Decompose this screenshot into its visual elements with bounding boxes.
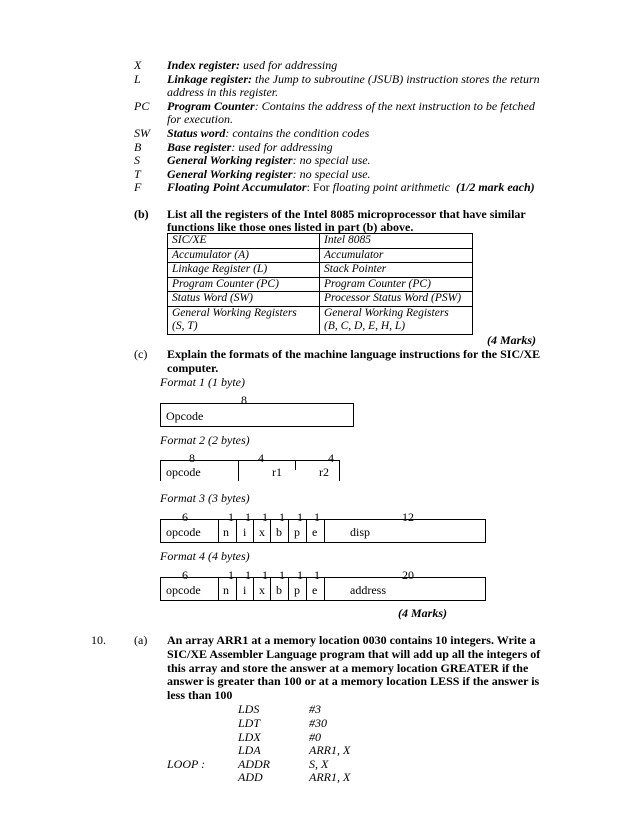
part-c-question-cont: computer.: [167, 361, 219, 375]
register-entry: [167, 180, 450, 194]
question-number: 10.: [91, 633, 106, 647]
format1-bits: 8: [241, 393, 247, 407]
format4-divider: [270, 577, 271, 601]
format2-field-opcode: opcode: [166, 465, 201, 479]
table-row: [168, 234, 473, 249]
table-row: [168, 306, 473, 334]
format4-flag-p: p: [294, 583, 300, 597]
part-c-label: (c): [134, 347, 148, 361]
table-cell: Program Counter (PC): [320, 277, 473, 292]
table-row: [168, 277, 473, 292]
register-symbol: T: [134, 167, 141, 181]
format4-bits-p: 1: [297, 568, 303, 582]
format3-bits-x: 1: [262, 510, 268, 524]
format2-field-r1: r1: [272, 465, 282, 479]
register-name: General Working register: [167, 167, 293, 181]
q10-text-line: An array ARR1 at a memory location 0030 contains 10 integers. Write a: [167, 633, 536, 647]
format4-bits-address: 20: [402, 568, 414, 582]
format2-title: Format 2 (2 bytes): [160, 433, 250, 447]
format3-bits-opcode: 6: [182, 510, 188, 524]
part-b-marks: (4 Marks): [487, 333, 537, 347]
register-comparison-table: [167, 233, 473, 335]
register-entry: [167, 58, 337, 72]
table-cell: Linkage Register (L): [168, 263, 320, 278]
q10-text-line: SIC/XE Assembler Language program that will add up all the integers of: [167, 647, 541, 661]
format3-box: [160, 519, 486, 543]
register-symbol: L: [134, 72, 141, 86]
format4-flag-e: e: [312, 583, 318, 597]
register-symbol: F: [134, 180, 142, 194]
code-arg: #0: [309, 730, 321, 744]
table-cell: Processor Status Word (PSW): [320, 292, 473, 307]
format3-flag-e: e: [312, 525, 318, 539]
format4-bits-x: 1: [262, 568, 268, 582]
format4-title: Format 4 (4 bytes): [160, 549, 250, 563]
part-b-question: List all the registers of the Intel 8085 microprocessor that have similar: [167, 207, 526, 221]
format2-divider: [238, 460, 239, 481]
register-name: Status word: [167, 126, 226, 140]
format4-divider: [236, 577, 237, 601]
format3-title: Format 3 (3 bytes): [160, 491, 250, 505]
format3-field-opcode: opcode: [166, 525, 201, 539]
format2-bits-r2: 4: [328, 451, 334, 465]
register-entry: [167, 167, 371, 181]
table-cell: Intel 8085: [320, 234, 473, 249]
code-op: LDS: [238, 702, 260, 716]
register-desc: : used for addressing: [231, 140, 333, 154]
format1-field-opcode: Opcode: [166, 409, 204, 423]
format3-flag-p: p: [294, 525, 300, 539]
marks-half-each: (1/2 mark each): [456, 180, 535, 194]
format2-bits-r1: 4: [258, 451, 264, 465]
table-cell-line: General Working Registers: [172, 306, 297, 319]
format2-divider: [295, 460, 296, 470]
format3-field-disp: disp: [350, 525, 371, 539]
table-cell-line: (B, C, D, E, H, L): [324, 320, 406, 332]
format3-bits-i: 1: [245, 510, 251, 524]
part-b-question-cont: functions like those ones listed in part (b) above.: [167, 220, 414, 234]
format4-flag-n: n: [223, 583, 229, 597]
register-desc: the Jump to subroutine (JSUB) instruction stores the return: [252, 72, 540, 86]
register-desc-cont: address in this register.: [167, 85, 279, 99]
code-arg: ARR1, X: [309, 770, 351, 784]
register-desc: used for addressing: [240, 58, 338, 72]
code-arg: #3: [309, 702, 321, 716]
register-desc-cont: for execution.: [167, 112, 233, 126]
format3-flag-b: b: [276, 525, 282, 539]
register-entry: [167, 72, 540, 86]
format3-flag-i: i: [243, 525, 247, 539]
code-op: LDX: [238, 730, 261, 744]
table-row: [168, 248, 473, 263]
register-entry: [167, 126, 369, 140]
register-symbol: PC: [134, 99, 150, 113]
code-arg: ARR1, X: [309, 743, 351, 757]
register-desc: : contains the condition codes: [225, 126, 370, 140]
register-entry: [167, 153, 371, 167]
register-name: Floating Point Accumulator: [167, 180, 307, 194]
register-entry: [167, 99, 535, 113]
table-cell: SIC/XE: [168, 234, 320, 249]
format4-bits-e: 1: [314, 568, 320, 582]
format4-divider: [218, 577, 219, 601]
q10-text-line: answer is greater than 100 or at a memory location LESS if the answer is: [167, 674, 540, 688]
format4-bits-opcode: 6: [182, 568, 188, 582]
register-desc-plain: : For: [306, 180, 333, 194]
register-symbol: SW: [134, 126, 150, 140]
format4-flag-x: x: [259, 583, 265, 597]
part-c-question: Explain the formats of the machine language instructions for the SIC/XE: [167, 347, 541, 361]
register-name: Linkage register:: [167, 72, 252, 86]
code-op: LDT: [238, 716, 261, 730]
q10-text-line: this array and store the answer at a memory location GREATER if the: [167, 661, 529, 675]
register-name: General Working register: [167, 153, 293, 167]
table-row: [168, 263, 473, 278]
format3-bits-p: 1: [297, 510, 303, 524]
table-cell: Status Word (SW): [168, 292, 320, 307]
format3-divider: [270, 519, 271, 543]
code-op: ADD: [238, 770, 263, 784]
table-cell-line: (S, T): [172, 320, 198, 332]
format4-field-opcode: opcode: [166, 583, 201, 597]
table-cell: [320, 306, 473, 334]
format4-box: [160, 577, 486, 601]
format4-bits-n: 1: [228, 568, 234, 582]
register-symbol: X: [134, 58, 142, 72]
format3-flag-x: x: [259, 525, 265, 539]
format4-bits-b: 1: [279, 568, 285, 582]
format3-divider: [218, 519, 219, 543]
format4-divider: [324, 577, 325, 601]
part-c-marks: (4 Marks): [398, 606, 448, 620]
table-cell: Stack Pointer: [320, 263, 473, 278]
code-arg: #30: [309, 716, 327, 730]
table-cell: [168, 306, 320, 334]
format3-bits-b: 1: [279, 510, 285, 524]
table-cell: Program Counter (PC): [168, 277, 320, 292]
format2-field-r2: r2: [319, 465, 329, 479]
format4-divider: [306, 577, 307, 601]
format4-field-address: address: [350, 583, 386, 597]
format4-divider: [253, 577, 254, 601]
code-op: LDA: [238, 743, 261, 757]
table-cell: Accumulator (A): [168, 248, 320, 263]
register-name: Program Counter: [167, 99, 255, 113]
format3-flag-n: n: [223, 525, 229, 539]
format3-bits-disp: 12: [402, 510, 414, 524]
format3-divider: [324, 519, 325, 543]
format3-divider: [288, 519, 289, 543]
register-desc: : no special use.: [292, 153, 371, 167]
register-desc: floating point arithmetic: [332, 180, 450, 194]
table-row: [168, 292, 473, 307]
code-op: ADDR: [238, 757, 270, 771]
table-cell-line: General Working Registers: [324, 306, 449, 319]
code-label: LOOP :: [167, 757, 206, 771]
register-symbol: B: [134, 140, 142, 154]
table-cell: Accumulator: [320, 248, 473, 263]
register-desc: : Contains the address of the next instruction to be fetched: [254, 99, 535, 113]
register-desc: : no special use.: [292, 167, 371, 181]
format3-divider: [306, 519, 307, 543]
register-entry: [167, 140, 333, 154]
format4-divider: [288, 577, 289, 601]
format4-bits-i: 1: [245, 568, 251, 582]
format3-divider: [236, 519, 237, 543]
code-arg: S, X: [309, 757, 329, 771]
format1-title: Format 1 (1 byte): [160, 375, 245, 389]
format4-flag-i: i: [243, 583, 247, 597]
format2-bits-opcode: 8: [189, 451, 195, 465]
part-b-label: (b): [134, 207, 149, 221]
format3-bits-n: 1: [228, 510, 234, 524]
format3-bits-e: 1: [314, 510, 320, 524]
format4-flag-b: b: [276, 583, 282, 597]
q10-part-label: (a): [134, 633, 148, 647]
register-name: Base register: [167, 140, 232, 154]
register-name: Index register:: [167, 58, 240, 72]
format3-divider: [253, 519, 254, 543]
register-symbol: S: [134, 153, 140, 167]
q10-text-line: less than 100: [167, 688, 233, 702]
